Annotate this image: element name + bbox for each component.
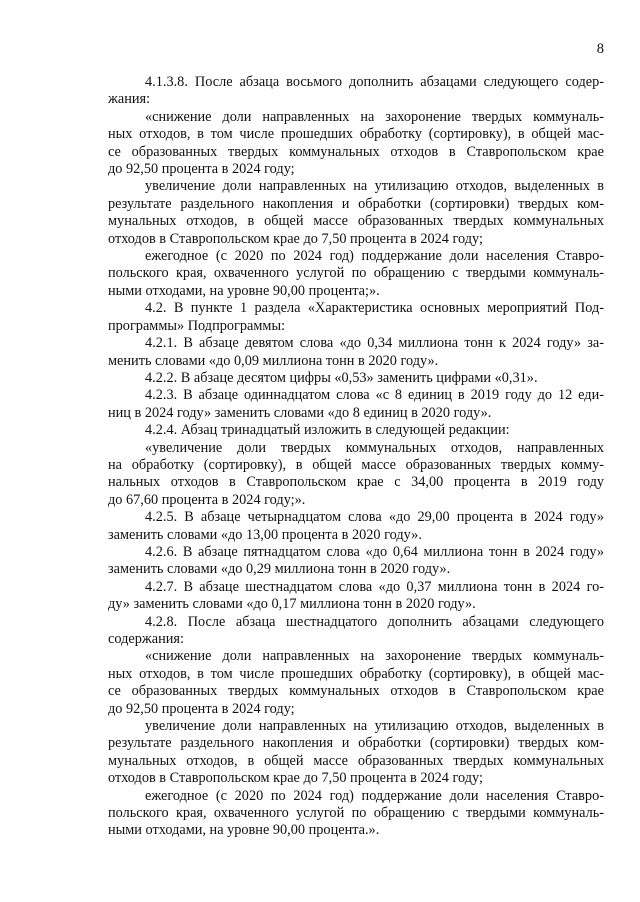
paragraph-line: ежегодное (с 2020 по 2024 год) поддержание доли населения Ставро- [145,787,604,804]
paragraph-line: ежегодное (с 2020 по 2024 год) поддержание доли населения Ставро- [145,248,604,265]
paragraph [108,300,604,335]
paragraph [108,178,604,248]
paragraph-line: содержания: [108,631,184,647]
paragraph-line: «увеличение доли твердых коммунальных отходов, направленных [145,439,604,456]
paragraph-line: польского края, охваченного услугой по обращению с твердыми коммуналь- [108,805,604,822]
paragraph [108,579,604,614]
paragraph-line: 4.2. В пункте 1 раздела «Характеристика основных мероприятий Под- [145,300,604,317]
paragraph-line: на обработку (сортировку), в общей массе образованных твердых комму- [108,456,604,473]
paragraph-line: ду» заменить словами «до 0,17 миллиона тонн в 2020 году». [108,596,476,613]
paragraph-line: мунальных отходов, в общей массе образованных твердых коммунальных [108,213,604,230]
paragraph [108,335,604,370]
paragraph-line: се образованных твердых коммунальных отходов в Ставропольском крае [108,683,604,700]
paragraph-line: мунальных отходов, в общей массе образованных твердых коммунальных [108,752,604,769]
paragraph-line: 4.2.6. В абзаце пятнадцатом слова «до 0,64 миллиона тонн в 2024 году» [145,543,604,560]
paragraph [108,109,604,179]
paragraph-line: результате раздельного накопления и обработки (сортировки) твердых ком- [108,195,604,212]
page-number: 8 [596,41,604,57]
paragraph-line: ных отходов, в том числе прошедших обработку (сортировку), в общей мас- [108,126,604,143]
paragraph [108,422,604,439]
paragraph-line: 4.2.4. Абзац тринадцатый изложить в следующей редакции: [145,422,510,439]
paragraph-line: 4.2.7. В абзаце шестнадцатом слова «до 0,37 миллиона тонн в 2024 го- [145,578,604,595]
paragraph [108,440,604,510]
paragraph-line: польского края, охваченного услугой по обращению с твердыми коммуналь- [108,265,604,282]
paragraph-line: 4.1.3.8. После абзаца восьмого дополнить абзацами следующего содер- [145,74,604,90]
paragraph-line: «снижение доли направленных на захоронение твердых коммуналь- [145,108,604,125]
paragraph [108,788,604,840]
paragraph-line: жания: [108,91,151,108]
paragraph-line: заменить словами «до 13,00 процента в 2020 году». [108,526,422,543]
paragraph-line: ными отходами, на уровне 90,00 процента.». [108,822,380,839]
paragraph-line: 4.2.5. В абзаце четырнадцатом слова «до 29,00 процента в 2024 году» [145,509,604,526]
paragraph-line: ными отходами, на уровне 90,00 процента;». [108,282,380,299]
paragraph-line: 4.2.2. В абзаце десятом цифры «0,53» заменить цифрами «0,31». [145,369,538,386]
paragraph-line: увеличение доли направленных на утилизацию отходов, выделенных в [145,178,604,195]
paragraph-line: «снижение доли направленных на захоронение твердых коммуналь- [145,648,604,665]
paragraph-line: менить словами «до 0,09 миллиона тонн в 2020 году». [108,352,439,369]
paragraph-line: до 92,50 процента в 2024 году; [108,161,295,178]
paragraph-line: отходов в Ставропольском крае до 7,50 процента в 2024 году; [108,230,483,247]
paragraph-line: ных отходов, в том числе прошедших обработку (сортировку), в общей мас- [108,665,604,682]
paragraph-line: программы» Подпрограммы: [108,317,286,334]
paragraph-line: увеличение доли направленных на утилизацию отходов, выделенных в [145,718,604,735]
paragraph [108,509,604,544]
document-body [108,74,604,840]
paragraph [108,614,604,649]
paragraph-line: отходов в Ставропольском крае до 7,50 процента в 2024 году; [108,770,483,787]
paragraph-line: до 92,50 процента в 2024 году; [108,700,295,717]
paragraph-line: результате раздельного накопления и обработки (сортировки) твердых ком- [108,735,604,752]
paragraph [108,74,604,109]
paragraph [108,648,604,718]
paragraph-line: нальных отходов в Ставропольском крае с 34,00 процента в 2019 году [108,474,604,491]
paragraph [108,248,604,300]
paragraph-line: до 67,60 процента в 2024 году;». [108,491,306,508]
paragraph-line: ниц в 2024 году» заменить словами «до 8 единиц в 2020 году». [108,404,492,421]
paragraph-line: се образованных твердых коммунальных отходов в Ставропольском крае [108,143,604,160]
paragraph-line: 4.2.1. В абзаце девятом слова «до 0,34 миллиона тонн к 2024 году» за- [145,335,604,352]
paragraph [108,387,604,422]
paragraph-line: заменить словами «до 0,29 миллиона тонн в 2020 году». [108,561,451,578]
paragraph-line: 4.2.3. В абзаце одиннадцатом слова «с 8 единиц в 2019 году до 12 еди- [145,387,604,404]
paragraph [108,718,604,788]
paragraph [108,544,604,579]
paragraph [108,370,604,387]
paragraph-line: 4.2.8. После абзаца шестнадцатого дополнить абзацами следующего [145,613,604,630]
